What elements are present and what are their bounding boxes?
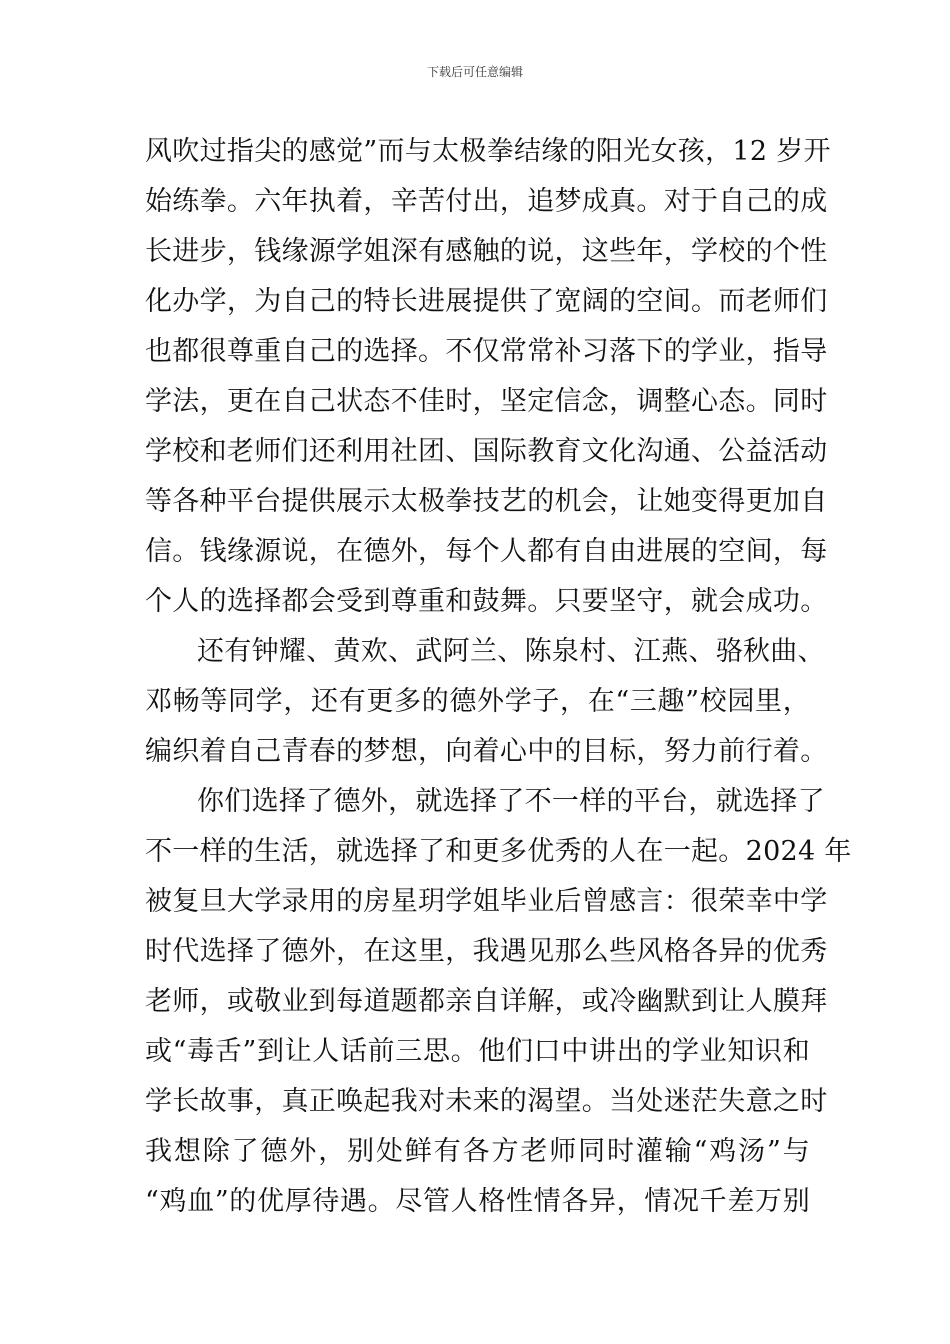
text-line: 始练拳。六年执着，辛苦付出，追梦成真。对于自己的成: [145, 186, 828, 217]
text-line: 化办学，为自己的特长进展提供了宽阔的空间。而老师们: [145, 286, 828, 317]
text-line: 还有钟耀、黄欢、武阿兰、陈泉村、江燕、骆秋曲、: [197, 636, 825, 667]
text-line: 邓畅等同学，还有更多的德外学子，在“三趣”校园里，: [145, 686, 810, 717]
text-line: 个人的选择都会受到尊重和鼓舞。只要坚守，就会成功。: [145, 586, 828, 617]
text-line: 不一样的生活，就选择了和更多优秀的人在一起。2024 年: [145, 836, 852, 867]
text-line: 你们选择了德外，就选择了不一样的平台，就选择了: [197, 786, 825, 817]
text-line: “鸡血”的优厚待遇。尽管人格性情各异，情况千差万别: [145, 1186, 810, 1217]
text-line: 学校和老师们还利用社团、国际教育文化沟通、公益活动: [145, 436, 828, 467]
text-line: 长进步，钱缘源学姐深有感触的说，这些年，学校的个性: [145, 236, 828, 267]
text-line: 时代选择了德外，在这里，我遇见那么些风格各异的优秀: [145, 936, 828, 967]
text-line: 风吹过指尖的感觉”而与太极拳结缘的阳光女孩，12 岁开: [145, 136, 831, 167]
text-line: 被复旦大学录用的房星玥学姐毕业后曾感言：很荣幸中学: [145, 886, 828, 917]
text-line: 我想除了德外，别处鲜有各方老师同时灌输“鸡汤”与: [145, 1136, 810, 1167]
text-line: 编织着自己青春的梦想，向着心中的目标，努力前行着。: [145, 736, 828, 767]
text-line: 学法，更在自己状态不佳时，坚定信念，调整心态。同时: [145, 386, 828, 417]
text-line: 等各种平台提供展示太极拳技艺的机会，让她变得更加自: [145, 486, 828, 517]
text-line: 信。钱缘源说，在德外，每个人都有自由进展的空间，每: [145, 536, 828, 567]
text-line: 老师，或敬业到每道题都亲自详解，或冷幽默到让人膜拜: [145, 986, 828, 1017]
page-header: 下载后可任意编辑: [426, 65, 523, 79]
document-body: [145, 127, 852, 1227]
text-line: 或“毒舌”到让人话前三思。他们口中讲出的学业知识和: [145, 1036, 810, 1067]
text-line: 也都很尊重自己的选择。不仅常常补习落下的学业，指导: [145, 336, 828, 367]
text-line: 学长故事，真正唤起我对未来的渴望。当处迷茫失意之时: [145, 1086, 828, 1117]
